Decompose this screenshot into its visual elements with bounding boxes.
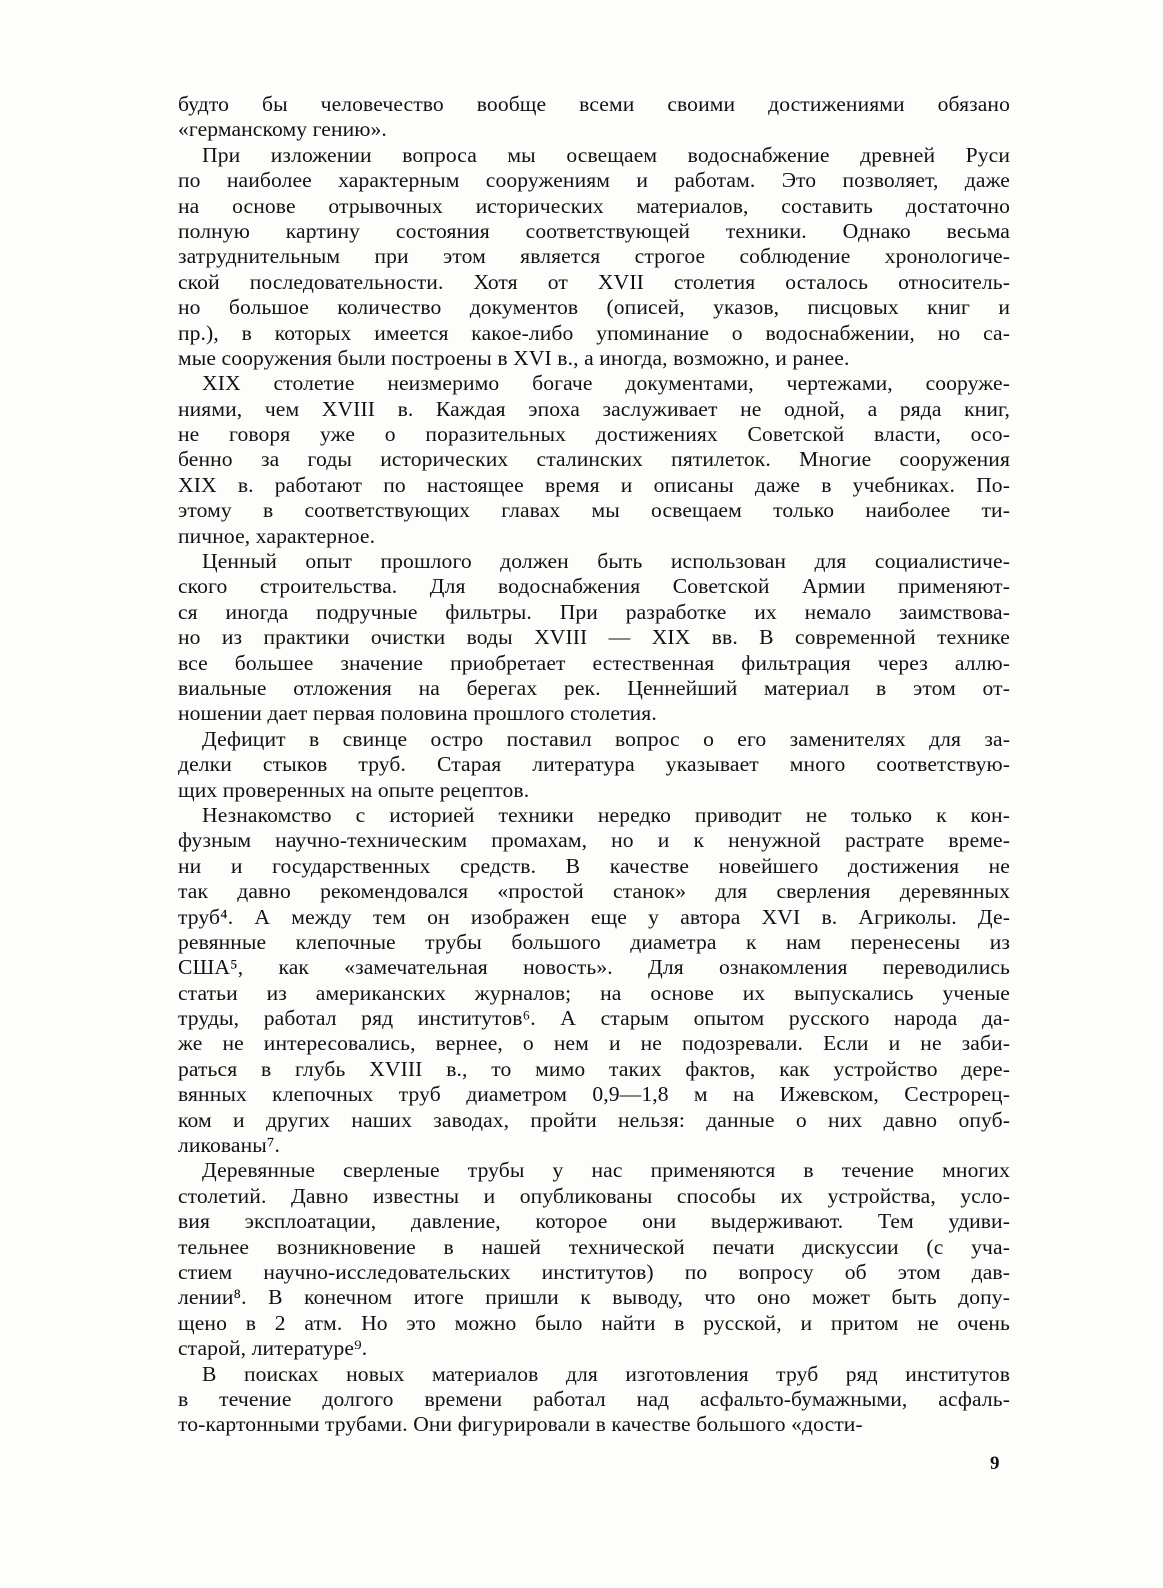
text-line: то-картонными трубами. Они фигурировали в качестве большого «дости- <box>178 1412 863 1437</box>
body-text <box>178 92 1010 1438</box>
page-number: 9 <box>990 1453 1000 1474</box>
text-line: XIX в. работают по настоящее время и описаны даже в учебниках. По- <box>178 472 1010 497</box>
text-line: лении⁸. В конечном итоге пришли к выводу, что оно может быть допу- <box>178 1285 1010 1310</box>
text-line: ни и государственных средств. В качестве новейшего достижения не <box>178 853 1010 878</box>
paragraph <box>178 371 1010 549</box>
text-line: пр.), в которых имеется какое-либо упоминание о водоснабжении, но са- <box>178 320 1010 345</box>
text-line: бенно за годы исторических сталинских пятилеток. Многие сооружения <box>178 447 1010 472</box>
text-line: стием научно-исследовательских институтов) по вопросу об этом дав- <box>178 1259 1010 1284</box>
text-line: вия эксплоатации, давление, которое они выдерживают. Тем удиви- <box>178 1209 1010 1234</box>
text-line: все большее значение приобретает естественная фильтрация через аллю- <box>178 650 1010 675</box>
text-line: XIX столетие неизмеримо богаче документами, чертежами, сооруже- <box>202 371 1010 396</box>
paragraph <box>178 727 1010 803</box>
paragraph <box>178 143 1010 372</box>
text-line: Ценный опыт прошлого должен быть использован для социалистиче- <box>202 549 1010 574</box>
text-line: в течение долгого времени работал над асфальто-бумажными, асфаль- <box>178 1386 1010 1411</box>
text-line: полную картину состояния соответствующей техники. Однако весьма <box>178 218 1010 243</box>
text-line: столетий. Давно известны и опубликованы способы их устройства, усло- <box>178 1183 1010 1208</box>
text-line: ревянные клепочные трубы большого диаметра к нам перенесены из <box>178 929 1010 954</box>
text-line: делки стыков труб. Старая литература указывает много соответствую- <box>178 752 1010 777</box>
text-line: ком и других наших заводах, пройти нельзя: данные о них давно опуб- <box>178 1107 1010 1132</box>
text-line: В поисках новых материалов для изготовления труб ряд институтов <box>202 1361 1010 1386</box>
text-line: не говоря уже о поразительных достижениях Советской власти, осо- <box>178 422 1010 447</box>
text-line: виальные отложения на берегах рек. Ценнейший материал в этом от- <box>178 675 1010 700</box>
paragraph <box>178 1362 1010 1438</box>
text-line: ся иногда подручные фильтры. При разработке их немало заимствова- <box>178 599 1010 624</box>
text-line: статьи из американских журналов; на основе их выпускались ученые <box>178 980 1010 1005</box>
text-line: ской последовательности. Хотя от XVII столетия осталось относитель- <box>178 269 1010 294</box>
text-line: США⁵, как «замечательная новость». Для ознакомления переводились <box>178 955 1010 980</box>
text-line: но из практики очистки воды XVIII — XIX вв. В современной технике <box>178 625 1010 650</box>
text-line: так давно рекомендовался «простой станок» для сверления деревянных <box>178 879 1010 904</box>
text-line: «германскому гению». <box>178 117 387 142</box>
text-line: на основе отрывочных исторических материалов, составить достаточно <box>178 193 1010 218</box>
text-line: фузным научно-техническим промахам, но и к ненужной растрате време- <box>178 828 1010 853</box>
text-line: раться в глубь XVIII в., то мимо таких фактов, как устройство дере- <box>178 1056 1010 1081</box>
text-line: ского строительства. Для водоснабжения Советской Армии применяют- <box>178 574 1010 599</box>
text-line: будто бы человечество вообще всеми своими достижениями обязано <box>178 92 1010 116</box>
text-line: труды, работал ряд институтов⁶. А старым опытом русского народа да- <box>178 1006 1010 1031</box>
text-line: ниями, чем XVIII в. Каждая эпоха заслуживает не одной, а ряда книг, <box>178 396 1010 421</box>
text-line: старой, литературе⁹. <box>178 1336 368 1361</box>
paragraph <box>178 803 1010 1158</box>
text-line: вянных клепочных труб диаметром 0,9—1,8 м на Ижевском, Сестрорец- <box>178 1082 1010 1107</box>
text-line: ношении дает первая половина прошлого столетия. <box>178 701 657 726</box>
text-line: щих проверенных на опыте рецептов. <box>178 777 530 802</box>
text-line: же не интересовались, вернее, о нем и не подозревали. Если и не заби- <box>178 1031 1010 1056</box>
text-line: затруднительным при этом является строгое соблюдение хронологиче- <box>178 244 1010 269</box>
text-line: пичное, характерное. <box>178 523 376 548</box>
text-line: мые сооружения были построены в XVI в., а иногда, возможно, и ранее. <box>178 345 850 370</box>
paragraph <box>178 1158 1010 1361</box>
text-line: щено в 2 атм. Но это можно было найти в русской, и притом не очень <box>178 1310 1010 1335</box>
text-line: ликованы⁷. <box>178 1133 281 1158</box>
text-line: тельнее возникновение в нашей технической печати дискуссии (с уча- <box>178 1234 1010 1259</box>
text-line: Деревянные сверленые трубы у нас применяются в течение многих <box>202 1158 1010 1183</box>
text-line: труб⁴. А между тем он изображен еще у автора XVI в. Агриколы. Де- <box>178 904 1010 929</box>
paragraph <box>178 92 1010 143</box>
text-line: по наиболее характерным сооружениям и работам. Это позволяет, даже <box>178 168 1010 193</box>
paragraph <box>178 549 1010 727</box>
text-line: При изложении вопроса мы освещаем водоснабжение древней Руси <box>202 142 1010 167</box>
text-line: Незнакомство с историей техники нередко приводит не только к кон- <box>202 802 1010 827</box>
text-line: Дефицит в свинце остро поставил вопрос о его заменителях для за- <box>202 726 1010 751</box>
text-line: но большое количество документов (описей, указов, писцовых книг и <box>178 295 1010 320</box>
text-line: этому в соответствующих главах мы освещаем только наиболее ти- <box>178 498 1010 523</box>
